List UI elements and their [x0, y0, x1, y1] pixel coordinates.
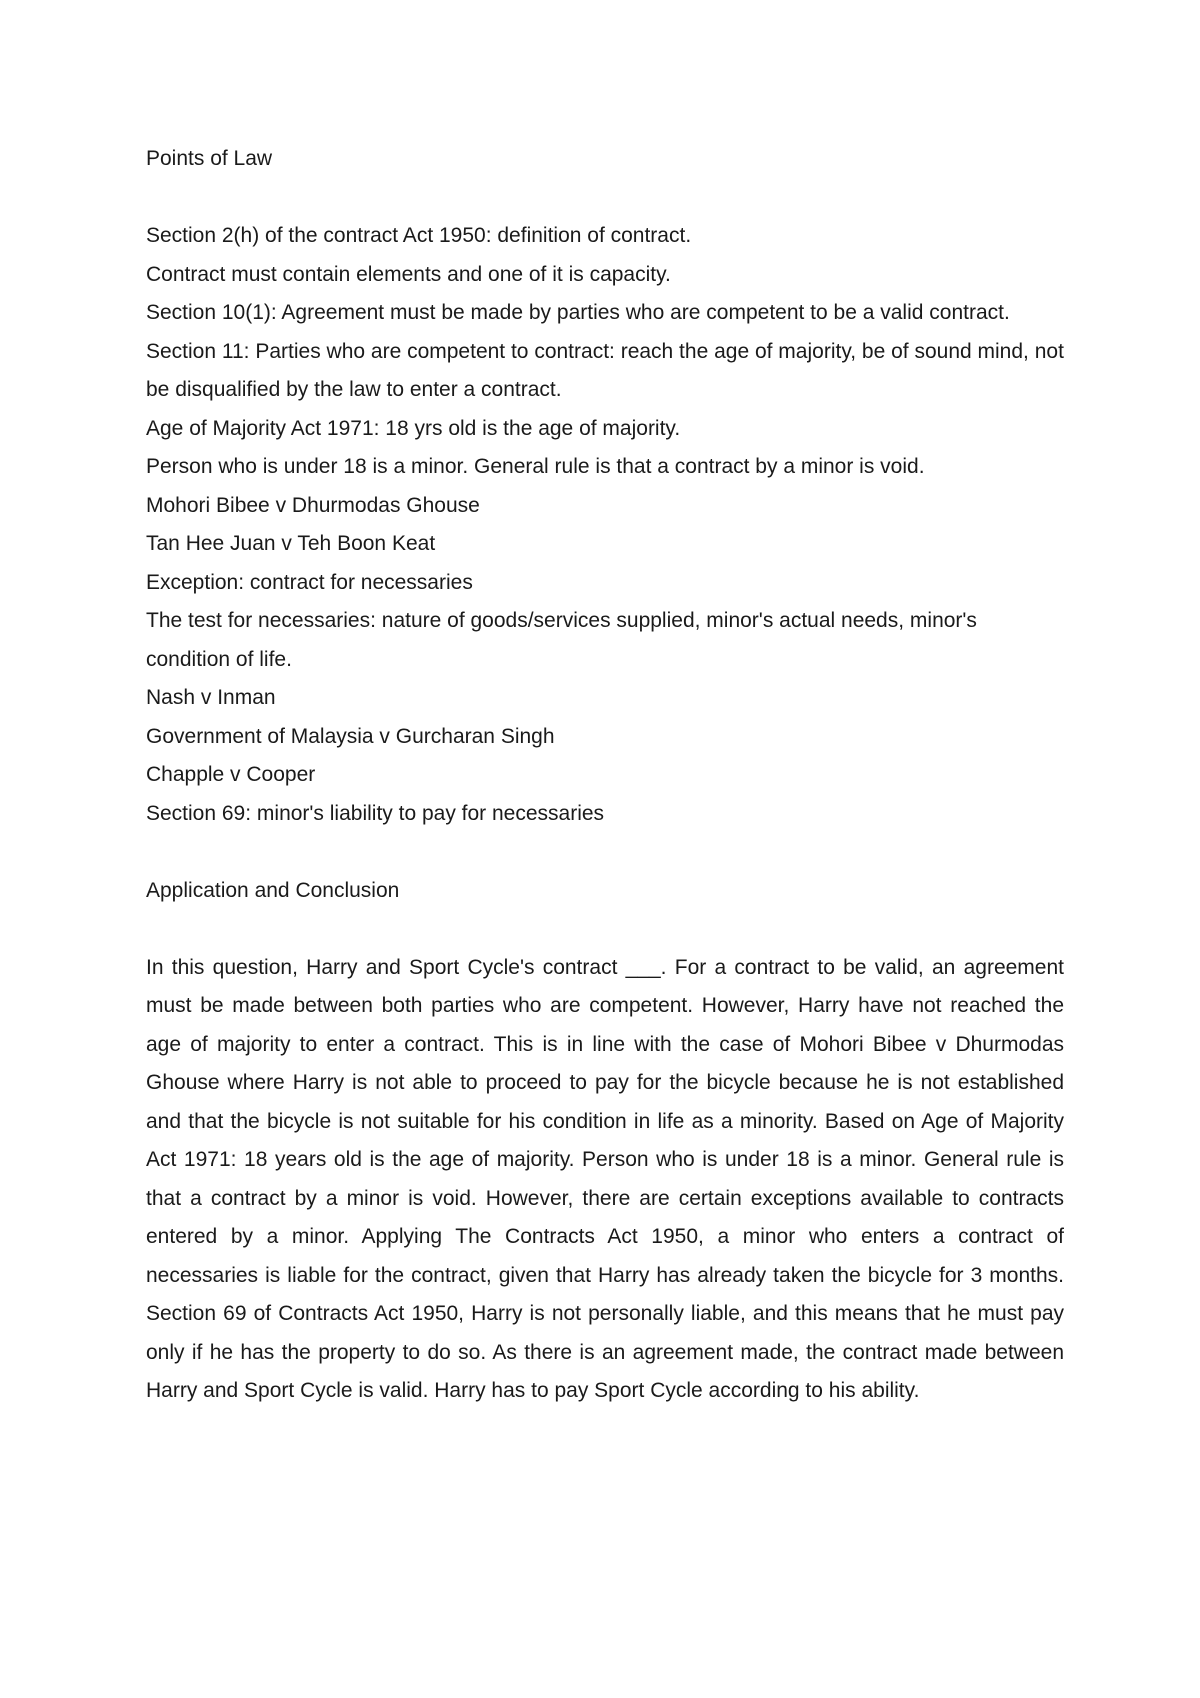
law-point-line: Section 69: minor's liability to pay for necessaries [146, 801, 605, 825]
points-of-law-list [146, 217, 1064, 833]
law-point-line: The test for necessaries: nature of goods/services supplied, minor's actual needs, minor's condition of life. [146, 609, 977, 671]
spacer [146, 833, 1064, 872]
law-point-line: Section 11: Parties who are competent to contract: reach the age of majority, be of sound mind, not be disqualified by the law to enter a contract. [146, 339, 1064, 401]
law-point-line: Section 10(1): Agreement must be made by parties who are competent to be a valid contract. [146, 301, 1010, 324]
case-name-line: Chapple v Cooper [146, 763, 316, 786]
case-name-line: Tan Hee Juan v Teh Boon Keat [146, 532, 436, 555]
law-point-line: Person who is under 18 is a minor. General rule is that a contract by a minor is void. [146, 455, 925, 478]
points-of-law-heading: Points of Law [146, 147, 273, 170]
case-name-line: Mohori Bibee v Dhurmodas Ghouse [146, 493, 480, 517]
application-paragraph: In this question, Harry and Sport Cycle's contract ___. For a contract to be valid, an agreement must be made between both parties who are competent. However, Harry have not reached the age of majority to enter a contract. This is in line with the case of Mohori Bibee v Dhurmodas Ghouse where Harry is not able to proceed to pay for the bicycle because he is not established and that the bicycle is not suitable for his condition in life as a minority. Based on Age of Majority Act 1971: 18 years old is the age of majority. Person who is under 18 is a minor. General rule is that a contract by a minor is void. However, there are certain exceptions available to contracts entered by a minor. Applying The Contracts Act 1950, a minor who enters a contract of necessaries is liable for the contract, given that Harry has already taken the bicycle for 3 months. Section 69 of Contracts Act 1950, Harry is not personally liable, and this means that he must pay only if he has the property to do so. As there is an agreement made, the contract made between Harry and Sport Cycle is valid. Harry has to pay Sport Cycle according to his ability. [146, 955, 1064, 1402]
case-name-line: Government of Malaysia v Gurcharan Singh [146, 724, 555, 748]
law-point-line: Contract must contain elements and one of it is capacity. [146, 262, 671, 286]
law-point-line: Age of Majority Act 1971: 18 yrs old is the age of majority. [146, 416, 681, 440]
document-page [146, 140, 1064, 1411]
spacer [146, 179, 1064, 218]
spacer [146, 910, 1064, 949]
application-heading: Application and Conclusion [146, 878, 400, 902]
case-name-line: Nash v Inman [146, 686, 276, 709]
law-point-line: Exception: contract for necessaries [146, 570, 473, 594]
law-point-line: Section 2(h) of the contract Act 1950: definition of contract. [146, 224, 692, 247]
